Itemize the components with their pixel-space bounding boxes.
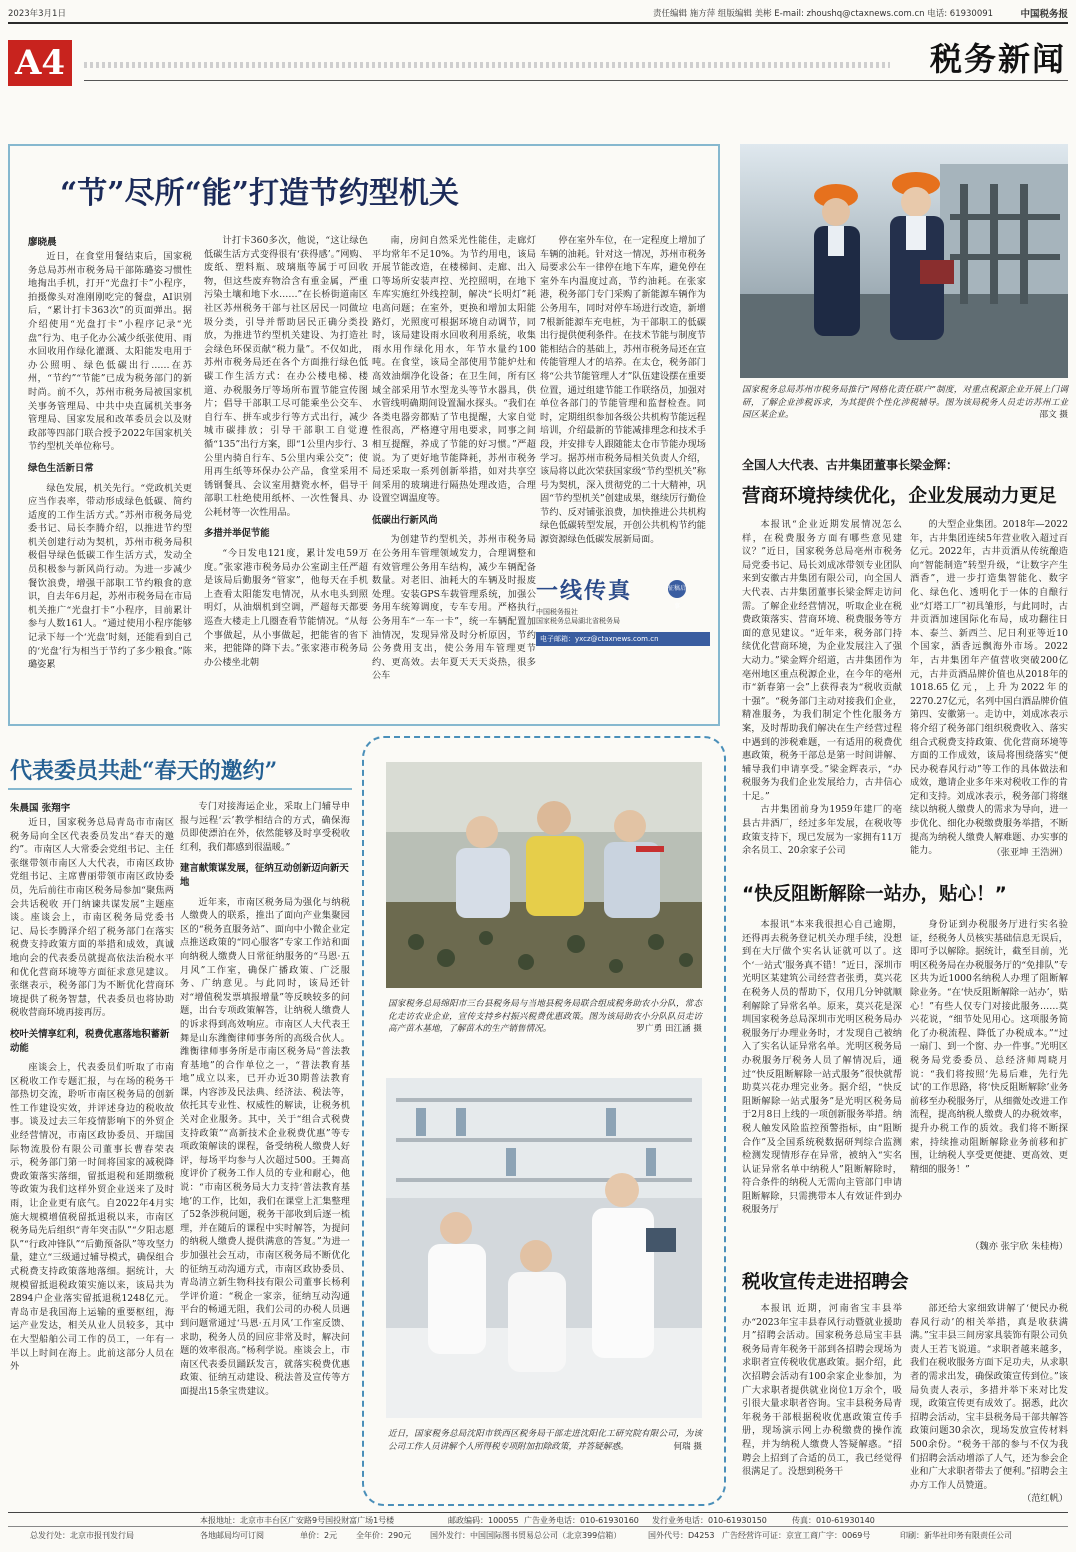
section-rule: [84, 80, 1068, 81]
article3-column-2: 的大型企业集团。2018年—2022年，古井集团连续5年营业收入超过百亿元。2022年，古井贡酒从传统酿造向“智能制造”转型升级，“让数字产生酒香”，进一步打造集智能化、数字化、绿色化、透明化于一体的自酿行业“灯塔工厂”初具雏形，与此同时，古井贡酒加速国际化布局，成功翻往日本、泰兰、新西兰、尼日利亚等近10个国家，酒香远飘海外市场。2022年，古井集团年产值营收突破200亿元，古井贡酒品牌价值也从2018年的1018.65亿元，上升为2022年的2270.27亿元，名列中国白酒品牌价值第四、安徽第一。走访中，刘成冰表示将介绍了税务部门组织税费收入、落实组合式税费支持政策、优化营商环境等方面的工作成效，该局将围绕落实“便民办税春风行动”等工作的具体做法和成效，邀请企业多年来对税收工作的肯定和支持。刘成冰表示，税务部门将继续以纳税人缴费人的需求为导向，进一步优化、细化办税缴费服务举措，不断提高为纳税人缴费人解难题、办实事的能力。: [910, 519, 1068, 857]
article1-column-3: 南，房间自然采光性能佳，走廊灯平均常年不足10%。为节约用电，该局开展节能改造，在楼梯间、走廊、出入口等场所安装声控、光控照明，在地下车库实施红外线控制，解决“长明灯”耗电高问题；在室外，更换和增加太阳能路灯，光照度可根据环境自动调节，同时，该局建设雨水回收利用系统，收集雨水用作绿化用水，年节水量约100吨。在食堂，该局全部使用节能炉灶和高效油烟净化设备；在卫生间，所有区域全部采用节水型龙头等节水器具，供水管线明确期间设置漏水探头。“我们在各类电器旁都贴了节电提醒，大家自觉性很高，严格遵守用电要求，同事之间相互提醒，养成了节能的好习惯。”严超说。为了更好地节能降耗，苏州市税务局还采取一系列创新举措，如对共享空间采用的玻璃进行隔热处理改造，合理设置空调温度等。 低碳出行新风尚 为创建节约型机关，苏州市税务局在公务用车管理领域发力，合理调整和有效管理公务用车结构，减少车辆配备数量。对老旧、油耗大的车辆及时报废处理。安装GPS车载管理系统，加强公务用车统筹调度，专车专用。严格执行公务用车“一车一卡”，统一车辆配置加油情况，发现异常及时分析原因，节约公务费用支出，使公务用车管理更节约、更高效。去年夏天天天炎热，很多公车: [372, 235, 536, 682]
footer-price: 单价：2元: [300, 1531, 338, 1540]
article3-headline: 营商环境持续优化，企业发展动力更足: [742, 486, 1057, 507]
photo3-caption: 近日，国家税务总局沈阳市铁西区税务局干部走进沈阳化工研究院有限公司，为该公司工作人员讲解个人所得税专项附加扣除政策，并答疑解惑。 何瑞 摄: [388, 1429, 702, 1452]
footer-rule-top: [8, 1512, 1068, 1513]
footer-overseas-code: 国外代号：D4253: [648, 1531, 715, 1540]
footer-distributor: 总发行处：北京市报刊发行局: [30, 1531, 134, 1540]
column-title: 一线传真: [536, 578, 633, 604]
column-note: 中国税务报社 国家税务总局湖北省税务局: [536, 608, 620, 625]
article2-column-1: 近日，国家税务总局青岛市市南区税务局向全区代表委员发出“春天的邀约”。市南区人大常委会党组书记、主任张继带领市南区人大代表，市南区政协党组书记、主席曹丽带领市南区政协委员，先后前往市南区税务局参加“聚焦两会共话税收 开门纳谏共谋发展”主题座谈。座谈会上，市南区税务局党委书记、局长李腾泽介绍了税务部门在落实税费支持政策方面的举措和成效，真诚地向会的代表委员就提高依法治税水平和优化营商环境等方面征求意见建议。张继表示，税务部门为不断优化营商环境提供了税务智慧，代表委员也将协助税收营商环境再接再厉。 校叶关情享红利，税费优惠落地积蓄新动能 座谈会上，代表委员们听取了市南区税收工作专题汇报，与在场的税务干部热切交流，聆听市南区税务局的创新性工作建设实效，并评述身边的税收故事。谈及过去三年疫情影响下的外贸企业经营情况，市南区政协委员、开瑞国际物流股份有限公司董事长曹春荣表示，税务部门第一时间将国家的减税降费政策落实落细，留抵退税和延期缴税等政策为我们这样外贸企业送来了及时雨，让企业更有底气。自2022年4月实施大规模增值税留抵退税以来，市南区税务局先后组织“青年突击队”“夕阳志愿队”“行政冲锋队”“后勤预备队”等攻坚力量，建立“三级通过辅导模式，确保组合式税费支持政策落地落细。据统计，大规模留抵退税政策实施以来，该局共为2894户企业落实留抵退税1248亿元。青岛市是我国海上运输的重要枢纽，海运产业发达，相关从业人员较多，其中在大型船舶公司工作的员工，一年有一半以上时间在海上。此前这部分人员在外: [10, 817, 174, 1373]
footer-license: 广告经营许可证：京宣工商广字：0069号: [722, 1531, 871, 1540]
photo-3-illustration: [386, 1078, 702, 1418]
footer-rule-bottom: [8, 1526, 1068, 1527]
photo2-caption: 国家税务总局绵阳市三台县税务局与当地县税务局联合组成税务助农小分队，常态化走访农业企业，宣传支持乡村振兴税费优惠政策。图为该局助农小分队队员走访高产苗木基地，了解苗木的生产销售情况。 罗广勇 田江涵 摄: [388, 999, 702, 1035]
article2-headline: 代表委员共赴“春天的邀约”: [10, 758, 278, 784]
article3-signature: （张亚坤 王浩洲）: [991, 847, 1068, 858]
footer-subscribe: 各地邮局均可订阅: [200, 1531, 264, 1540]
article2-byline: 朱晨国 张翔宇: [10, 803, 71, 814]
article1-headline: “节”尽所“能”打造节约型机关: [60, 176, 460, 211]
footer-postcode: 邮政编码：100055: [448, 1516, 519, 1525]
article1-column-4: 停在室外车位，在一定程度上增加了车辆的油耗。针对这一情况，苏州市税务局要求公车一律停在地下车库，避免停在室外车内温度过高，节约油耗。在张家港，税务部门专门采购了新能源车辆作为公务用车，同时对停车场进行改造，新增7根新能源车充电桩，为干部职工的低碳出行提供便利条件。在技术节能与制度节能相结合的基础上，苏州市税务局还在宣传能管理人才的培养。在太仓，税务部门将“公共节能管理人才”队伍建设摆在重要位置，通过组建节能工作联络员，加强对单位各部门的节能管理和监督检查。同时，定期组织参加各级公共机构节能远程培训，介绍最新的节能减排理念和技术手段，并安排专人跟随能太仓市节能办现场学习。据苏州市税务局相关负责人介绍，该局将以此次荣获国家级“节约型机关”称号为契机，深入贯彻党的二十大精神，巩固“节约型机关”创建成果，继续厉行勤俭节约、反对铺张浪费，加快推进公共机构绿色低碳转型发展，开创公共机构节约能源资源绿色低碳发展新局面。: [540, 235, 706, 546]
article1-byline: 廖晓晨: [28, 237, 57, 248]
footer-address: 本报地址：北京市丰台区广安路9号国投财富广场1号楼: [200, 1516, 395, 1525]
article2-column-2: 专门对接海运企业，采取上门辅导申报与远程‘云’教学相结合的方式，确保海员即使漂泊在外，依然能够及时享受税收红利，我们都感到很温暖。” 建言献策谋发展，征纳互动创新迈向新天地 近年来，市南区税务局为强化与纳税人缴费人的联系，推出了面向产业集聚园区的“税务直服务站”、面向中小微企业定点推送政策的“同心服客”专家工作站和面向纳税人缴费人日常征纳服务的“马恩·五月风”工作室，确保广播政策、广泛服务、广纳意见。与此同时，该局还针对“增值税发票填报增量”等反映较多的问题，出台专项政策解答，让纳税人缴费人的诉求得到高效响应。市南区人大代表王舞是山东潍衡律师事务所的高级合伙人。潍衡律师事务所是市南区税务局“普法教育基地”的合作单位之一，“普法教育基地”成立以来，已开办近30期普法教育课，内容涉及民法典、经济法、税法等，依托其专业性、权威性的解读，让税务机关对企业服务。其中，关于“组合式税费支持政策”“高新技术企业税费优惠”等专项政策解读的课程，备受纳税人缴费人好评，每场平均参与人次超过500。王舞高度评价了税务工作人员的专业和耐心，他说：“市南区税务局大力支持‘普法教育基地’的工作，比如，我们在课堂上汇集整理了52条涉税问题，税务干部收到后逐一梳理，并在随后的课程中实时解答，为提问的纳税人缴费人提供满意的答复。”为进一步加强社会互动，市南区税务局不断优化的征纳互动沟通方式，市南区政协委员、青岛清立新生物科技有限公司董事长杨利学评价道：“税企一家亲，征纳互动沟通平台的畅通无阻，我们公司的办税人员遇到问题常通过‘马恩·五月风’工作室反馈、求助，税务人员的回应非常及时，解决问题的效率很高。”杨利学说。座谈会上，市南区代表委员踊跃发言，就落实税费优惠政策、征纳互动建设、税法普及宣传等方面提出15条宝贵建议。: [180, 801, 350, 1397]
photo-tax-officers-visit: [740, 144, 1068, 378]
footer-overseas: 国外发行：中国国际图书贸易总公司（北京399信箱）: [430, 1531, 622, 1540]
photo-rural-assistance: [386, 762, 702, 988]
column-badge: 征稿启事: [668, 580, 686, 598]
article4-column-1: 本报讯“本来我很担心自己逾期，还得再去税务登记机关办理手续，没想到在大厅做个实名认证就可以了。这个‘一站式’服务真不错！”近日，深圳市光明区某建筑公司经营者张勇，莫兴花在税务人员的帮助下，仅用几分钟就顺利解除了异常名单。原来，莫兴花是深圳国家税务总局深圳市光明区税务局办税服务厅办理业务时，才发现自己被纳入了实名认证异常名单。光明区税务局办税服务厅税务人员了解情况后，通过“快反阻断解除一站式服务”很快就帮助莫兴花办理完业务。据介绍，“快反阻断解除一站式服务”是光明区税务局于2月8日上线的一项创新服务举措。纳税人触发风险监控预警指标，由“阻断合作”及全国系统税数据研判综合监测检测发现情形存在异常，被纳入“实名认证异常名单中纳税人”阻断解除时，符合条件的纳税人无需向主管部门申请阻断解除，只需携带本人有效证件到办税服务厅: [742, 919, 902, 1216]
article1-column-2: 计打卡360多次，他说，“这让绿色低碳生活方式变得很有‘获得感’。”网购、废纸、塑料瓶、玻璃瓶等属于可回收物，但这些废弃物洽含有重金属，严重污染土壤和地下水……”在长桥街道南区社区苏州税务干部与社区居民一同做垃圾分类，引导并帮助居民正确分类投放，为推进节约型机关建设、为打造社会绿色环保贡献“税力量”。不仅如此，苏州市税务局还在各个方面推行绿色低碳工作生活方式：在办公楼电梯、楼道、办税服务厅等场所布置节能宣传图片；倡导干部职工尽可能乘坐公交车、自行车、拼车或步行等方式出行，减少城市碳排放；引导干部职工自觉遵循“135”出行方案，即“1公里内步行、3公里内骑自行车、5公里内乘公交”；使用再生纸等环保办公产品，食堂采用不锈钢餐具、会议室用搪瓷水杯，倡导干部职工杜绝使用纸杯、一次性餐具、办公耗材等一次性用品。 多措并举促节能 “今日发电121度，累计发电59万度。”张家港市税务局办公室副主任严超是该局后勤服务“管家”，他每天在手机上查看太阳能发电情况，从水电头到照明灯，从油烟机到空调，严超每天都要巡查大楼走上几圈查看节能情况。“从每个事做起，从小事做起，把能省的省下来，把能降的降下去。”张家港市税务局办公楼坐北朝: [204, 235, 368, 668]
article4-signature: （魏亦 张宇欣 朱桂梅）: [970, 1241, 1068, 1252]
article5-column-2: 部还给大家细致讲解了‘便民办税春风行动’的相关举措，真是收获满满。”宝丰县三间房家具装饰有限公司负责人王若飞说道。“求职者越来越多，我们在税收服务方面下足功夫，从求职者的需求出发，确保政策宣传到位。”该局负责人表示，多措并举下来对比发现，政策宣传更有成效了。据悉，此次招聘会活动，宝丰县税务局干部共解答政策问题30余次，现场发放宣传材料500余份。“税务干部的参与不仅为我们招聘会活动增添了人气，还为参会企业和广大求职者带去了便利。”招聘会主办方工作人员赞道。: [910, 1303, 1068, 1491]
issue-date: 2023年3月1日: [8, 9, 66, 19]
section-title: 税务新闻: [929, 40, 1066, 78]
footer-fax: 传真：010-61930140: [792, 1516, 875, 1525]
editor-info: 责任编辑 施方萍 组版编辑 美彬 E-mail: zhoushq@ctaxnews.com.cn 电话: 61930091: [653, 9, 994, 19]
article3-column-1: 本报讯“企业近期发展情况怎么样，在税费服务方面有哪些意见建议？”近日，国家税务总局亳州市税务局党委书记、局长刘成冰带领专业团队来到安徽古井集团有限公司，向全国人大代表、古井集团董事长梁金辉走访问需。了解企业经营情况，听取企业在税费政策落实、营商环境、税费服务等方面的意见建议。“近年来，税务部门持续优化营商环境，为企业发展注入了强大动力。”梁金辉介绍道，古井集团作为亳州地区重点税源企业，在今年的亳州市“新春第一会”上获得表为“税收贡献十强”。“税务部门主动对接我们企业，精准服务，为我们制定个性化服务方案，及时帮助我们解决在生产经营过程中遇到的涉税难题，一有适用的税费优惠政策，税务干部总是第一时间讲解、辅导我们申请享受。”梁金辉表示，“办税服务为我们企业发展给力，古井信心十足。” 古井集团前身为1959年建厂的亳县古井酒厂，经过多年发展，在税收等政策支持下，现已发展为一家拥有11万余名员工、20余家子公司: [742, 519, 902, 857]
photo1-caption: 国家税务总局苏州市税务局推行“网格化责任联户”制度，对重点税源企业开展上门调研，了解企业涉税诉求，为其提供个性化涉税辅导。图为该局税务人员走访苏州工业园区某企业。 邵文 摄: [742, 385, 1068, 421]
article2-rule: [8, 788, 352, 790]
column-card: [536, 574, 710, 626]
top-rule: [8, 22, 1068, 24]
newspaper-name: 中国税务报: [1020, 9, 1068, 20]
footer-printer: 印刷：新华社印务有限责任公司: [900, 1531, 1012, 1540]
photo-1-illustration: [740, 144, 1068, 378]
footer-ad-phone: 广告业务电话：010-61930160: [524, 1516, 639, 1525]
article1-column-1: 近日，在食堂用餐结束后，国家税务总局苏州市税务局干部陈璐姿习惯性地掏出手机，打开“光盘打卡”小程序，拍摄像头对准刚刚吃完的餐盘，AI识别后，“累计打卡363次”的页面弹出。据介绍使用“光盘打卡”小程序记录“光盘”行为、电子化办公减少纸张使用、雨水回收用作绿化灌溉、太阳能发电用于办公照明、绿色低碳出行……在苏州，“节约”“节能”已成为税务部门的新时尚。前不久，苏州市税务局被国家机关事务管理局、中共中央直属机关事务管理局、国家发展和改革委员会以及财政部等四部门联合授予2022年国家机关节约型机关单位称号。 绿色生活新日常 绿色发展，机关先行。“党政机关更应当作表率，带动形成绿色低碳、简约适度的工作生活方式。”苏州市税务局党委书记、局长李腾介绍，以推进节约型机关创建行动为契机，苏州市税务局积极倡导绿色低碳工作生活方式，发动全员积极参与新风尚行动。为进一步减少餐饮浪费，增强干部职工节约粮食的意识，自去年6月起，苏州市税务局在市局机关推广“光盘打卡”小程序，目前累计参与人数161人。“通过使用小程序能够记录下每一个‘光盘’时刻，还能看到自己的‘光盘’行为相当于节约了多少粮食。”陈璐姿累: [28, 251, 192, 671]
article3-kicker: 全国人大代表、古井集团董事长梁金辉：: [742, 458, 959, 472]
article4-column-2: 身份证到办税服务厅进行实名验证，经税务人员核实基础信息无误后，即可予以解除。据统计，截至目前，光明区税务局在办税服务厅的“免排队”专区共为近1000名纳税人办理了阻断解除业务。“在‘快反阻断解除一站办’，贴心！”有些人仅专门对接此服务……莫兴花说，“细节处见用心。这项服务简化了办税流程、降低了办税成本。”“过一扇门、到一个窗、办一件事。”光明区税务局党委委员、总经济师周晓月说：“我们将按照‘先易后难，先行先试’的工作思路，将‘快反阻断解除’业务前移至办税服务厅，从细微处改进工作流程，提高纳税人缴费人的办税效率，提升办税工作的质效。我们将不断探索，持续推动阻断解除业务前移和扩围，让纳税人享受更便捷、更高效、更精细的服务！”: [910, 919, 1068, 1175]
footer-annual-price: 全年价：290元: [356, 1531, 412, 1540]
decorative-stripe: [84, 62, 890, 68]
photo-2-illustration: [386, 762, 702, 988]
column-email: 电子邮箱：yxcz@ctaxnews.com.cn: [536, 632, 710, 646]
article5-column-1: 本报讯 近期，河南省宝丰县举办“2023年宝丰县春风行动暨就业援助月”招聘会活动。国家税务总局宝丰县税务局青年税务干部到各招聘会现场为求职者宣传税收优惠政策。据介绍，此次招聘会活动有100余家企业参加，为广大求职者提供就业岗位1万余个，吸引很大量求职者咨询。宝丰县税务局青年税务干部根据税收优惠政策宣传手册，现场演示网上办税缴费的操作流程，并为纳税人缴费人答疑解惑。“招聘会上招到了合适的员工，我已经觉得很满足了。没想到税务干: [742, 1303, 902, 1478]
photo-lab-visit: [386, 1078, 702, 1418]
article5-headline: 税收宣传走进招聘会: [742, 1272, 909, 1293]
footer-dist-phone: 发行业务电话：010-61930150: [652, 1516, 767, 1525]
article5-signature: （范红帆）: [1022, 1493, 1068, 1504]
masthead-bar: [8, 6, 1068, 20]
page-number-badge: A4: [8, 40, 72, 86]
article4-headline: “快反阻断解除一站办，贴心！”: [742, 884, 1007, 905]
